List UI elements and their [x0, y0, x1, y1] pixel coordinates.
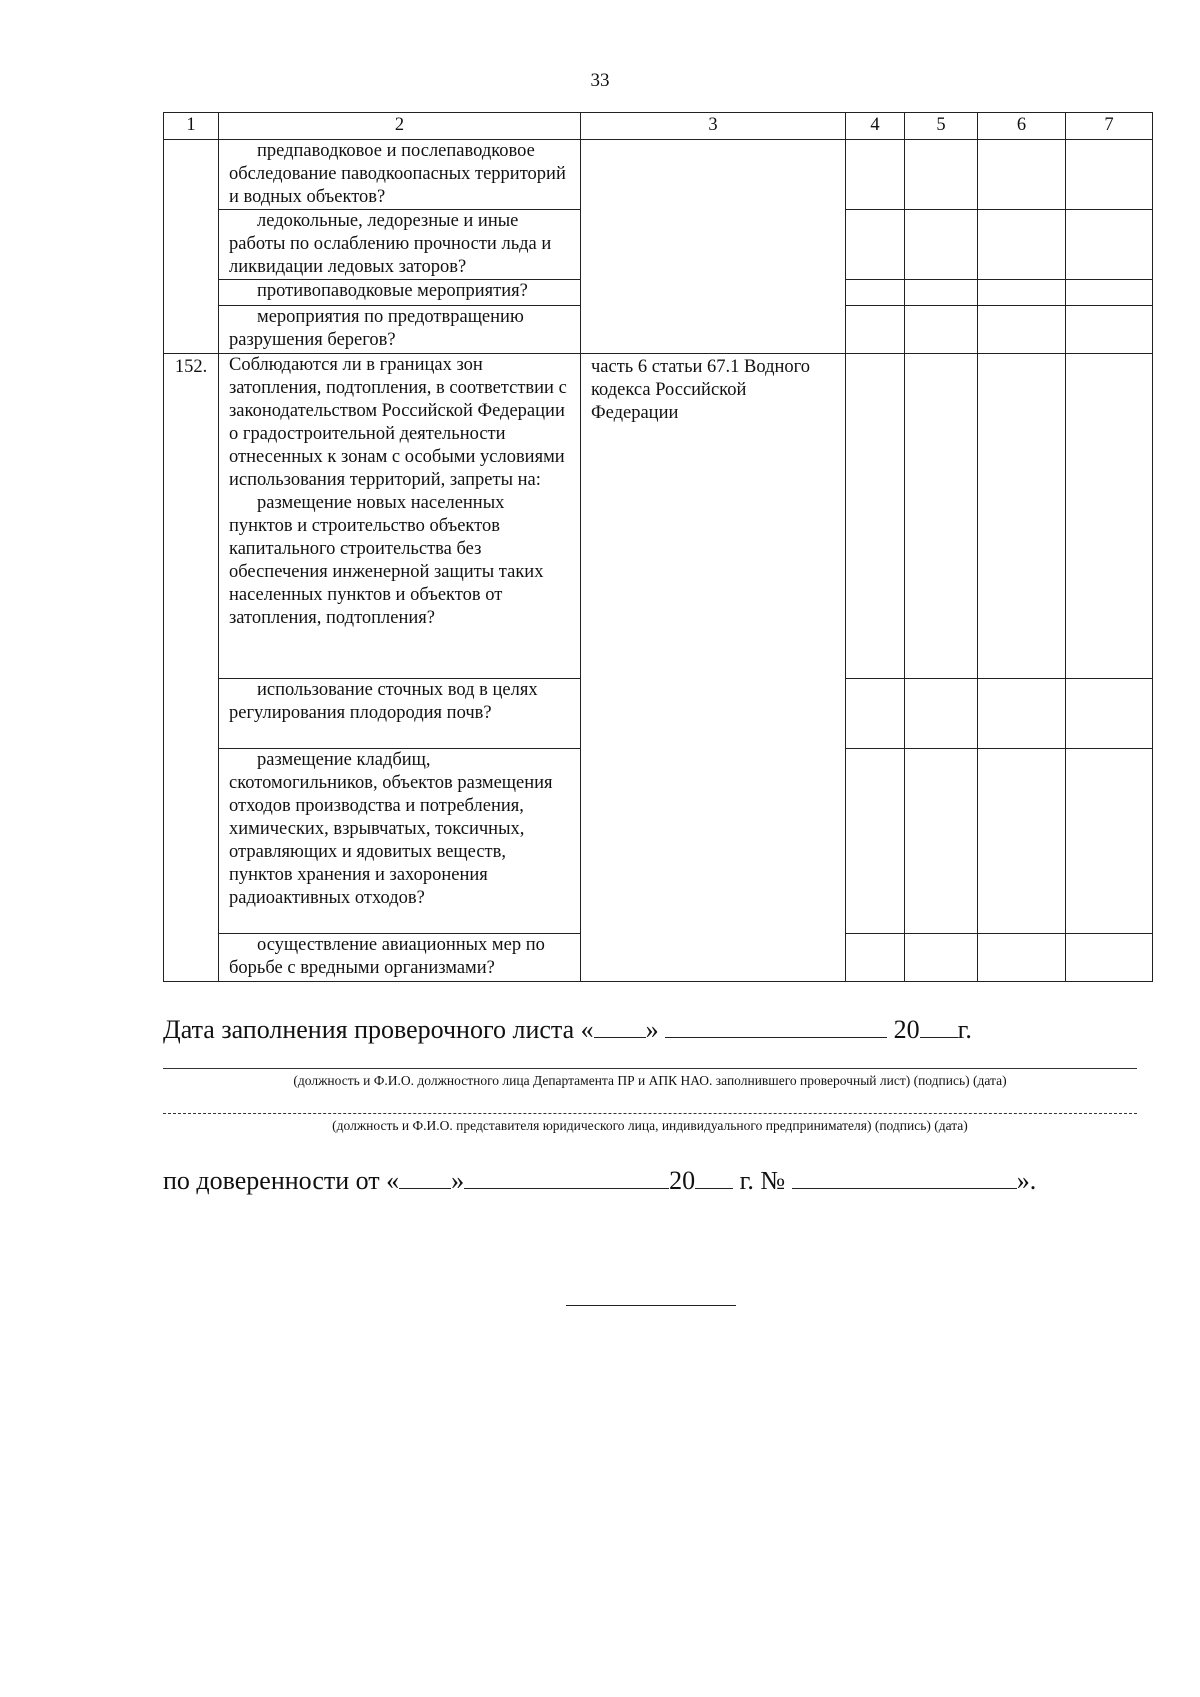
- answer-cell-yes[interactable]: [846, 140, 905, 210]
- end-of-document-rule: [566, 1305, 736, 1306]
- answer-cell-yes[interactable]: [846, 934, 905, 982]
- answer-cell-na[interactable]: [978, 934, 1066, 982]
- answer-cell-note[interactable]: [1066, 679, 1153, 749]
- question-text: использование сточных вод в целях регулирования плодородия почв?: [229, 680, 538, 723]
- answer-cell-no[interactable]: [905, 354, 978, 679]
- row-number-cell: [164, 140, 219, 354]
- answer-cell-na[interactable]: [978, 280, 1066, 306]
- answer-cell-no[interactable]: [905, 934, 978, 982]
- answer-cell-note[interactable]: [1066, 140, 1153, 210]
- answer-cell-na[interactable]: [978, 679, 1066, 749]
- legal-basis-cell: [581, 140, 846, 354]
- column-header: 3: [581, 113, 846, 140]
- proxy-line: [163, 1164, 1036, 1196]
- question-text: ледокольные, ледорезные и иные работы по ослаблению прочности льда и ликвидации ледовых заторов?: [229, 211, 552, 277]
- question-cell: [219, 280, 581, 306]
- question-cell: [219, 934, 581, 982]
- official-signature-caption: (должность и Ф.И.О. должностного лица Департамента ПР и АПК НАО. заполнившего проверочный лист) (подпись) (дата): [293, 1073, 1007, 1088]
- answer-cell-na[interactable]: [978, 210, 1066, 280]
- legal-basis-cell: часть 6 статьи 67.1 Водного кодекса Российской Федерации: [581, 354, 846, 982]
- column-header: 2: [219, 113, 581, 140]
- answer-cell-note[interactable]: [1066, 354, 1153, 679]
- date-year-suffix: г.: [957, 1015, 972, 1044]
- column-header: 7: [1066, 113, 1153, 140]
- proxy-quote-close: »: [451, 1166, 465, 1195]
- answer-cell-note[interactable]: [1066, 749, 1153, 934]
- date-year-blank[interactable]: [920, 1013, 958, 1038]
- column-header: 6: [978, 113, 1066, 140]
- question-text: мероприятия по предотвращению разрушения берегов?: [229, 307, 524, 350]
- question-cell: [219, 210, 581, 280]
- answer-cell-no[interactable]: [905, 140, 978, 210]
- question-cell: [219, 679, 581, 749]
- proxy-number-label: г. №: [739, 1166, 786, 1195]
- answer-cell-yes[interactable]: [846, 354, 905, 679]
- answer-cell-note[interactable]: [1066, 306, 1153, 354]
- answer-cell-na[interactable]: [978, 749, 1066, 934]
- question-text: предпаводковое и послепаводковое обследование паводкоопасных территорий и водных объектов?: [229, 141, 566, 207]
- answer-cell-no[interactable]: [905, 306, 978, 354]
- column-header: 5: [905, 113, 978, 140]
- answer-cell-yes[interactable]: [846, 749, 905, 934]
- page-number: 33: [590, 70, 610, 91]
- proxy-label: по доверенности от «: [163, 1166, 400, 1195]
- answer-cell-na[interactable]: [978, 306, 1066, 354]
- checklist-table: [163, 112, 1153, 982]
- answer-cell-yes[interactable]: [846, 280, 905, 306]
- column-header: 4: [846, 113, 905, 140]
- proxy-end: ».: [1016, 1166, 1037, 1195]
- representative-signature-caption: (должность и Ф.И.О. представителя юридического лица, индивидуального предпринимателя) (подпись) (дата): [332, 1118, 968, 1133]
- representative-signature-line[interactable]: [163, 1113, 1137, 1114]
- date-month-blank[interactable]: [665, 1013, 887, 1038]
- proxy-month-blank[interactable]: [464, 1164, 669, 1189]
- table-row: [164, 354, 1153, 679]
- answer-cell-yes[interactable]: [846, 679, 905, 749]
- question-intro-text: Соблюдаются ли в границах зон затопления, подтопления, в соответствии с законодательством Российской Федерации о градостроительной деятельности отнесенных к зонам с особыми условиями использования территорий, запреты на:: [229, 355, 567, 490]
- date-day-blank[interactable]: [594, 1013, 646, 1038]
- proxy-number-blank[interactable]: [792, 1164, 1017, 1189]
- answer-cell-no[interactable]: [905, 210, 978, 280]
- completion-date-line: [163, 1013, 972, 1045]
- answer-cell-note[interactable]: [1066, 934, 1153, 982]
- proxy-day-blank[interactable]: [399, 1164, 451, 1189]
- question-text: противопаводковые мероприятия?: [257, 281, 528, 301]
- question-text: осуществление авиационных мер по борьбе с вредными организмами?: [229, 935, 545, 978]
- column-header: 1: [164, 113, 219, 140]
- question-cell: [219, 306, 581, 354]
- table-row: [164, 140, 1153, 210]
- answer-cell-yes[interactable]: [846, 306, 905, 354]
- answer-cell-no[interactable]: [905, 679, 978, 749]
- completion-date-label: Дата заполнения проверочного листа «: [163, 1015, 594, 1044]
- question-cell: [219, 749, 581, 934]
- answer-cell-no[interactable]: [905, 280, 978, 306]
- answer-cell-na[interactable]: [978, 140, 1066, 210]
- answer-cell-note[interactable]: [1066, 210, 1153, 280]
- question-text: размещение кладбищ, скотомогильников, объектов размещения отходов производства и потребления, химических, взрывчатых, токсичных, отравляющих и ядовитых веществ, пунктов хранения и захоронения радиоактивных отходов?: [229, 750, 553, 908]
- answer-cell-na[interactable]: [978, 354, 1066, 679]
- question-text: размещение новых населенных пунктов и строительство объектов капитального строительства без обеспечения инженерной защиты таких населенных пунктов и объектов от затопления, подтопления?: [229, 493, 544, 628]
- question-cell: [219, 354, 581, 679]
- proxy-year-blank[interactable]: [695, 1164, 733, 1189]
- answer-cell-no[interactable]: [905, 749, 978, 934]
- proxy-year-prefix: 20: [669, 1166, 696, 1195]
- date-quote-close: »: [645, 1015, 659, 1044]
- question-cell: [219, 140, 581, 210]
- row-number-cell: 152.: [164, 354, 219, 982]
- official-signature-line[interactable]: [163, 1068, 1137, 1069]
- date-year-prefix: 20: [893, 1015, 920, 1044]
- table-header-row: [164, 113, 1153, 140]
- answer-cell-yes[interactable]: [846, 210, 905, 280]
- answer-cell-note[interactable]: [1066, 280, 1153, 306]
